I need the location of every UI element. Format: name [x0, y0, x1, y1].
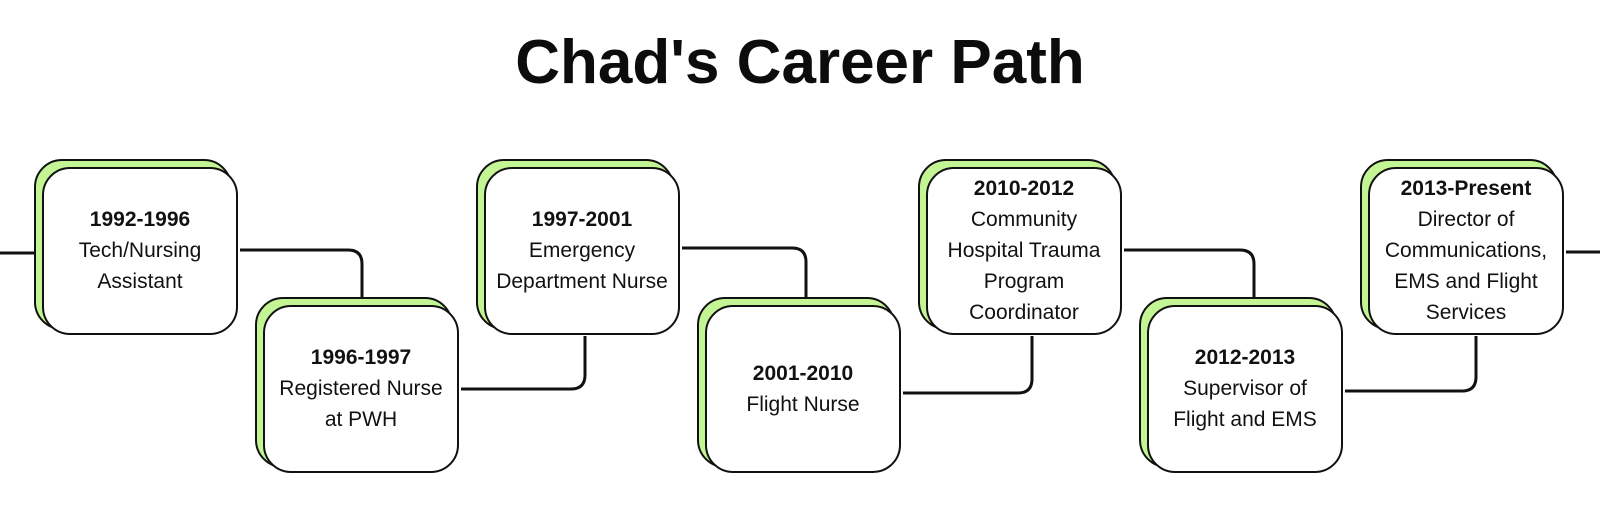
- milestone-card: [1147, 305, 1343, 473]
- milestone-role: Director of Communications, EMS and Flight Services: [1384, 208, 1548, 324]
- milestone-2001-2010: [697, 297, 899, 472]
- milestone-2012-2013: [1139, 297, 1341, 472]
- milestone-card: [705, 305, 901, 473]
- milestone-card: [926, 167, 1122, 335]
- milestone-years: 2012-2013: [1194, 346, 1296, 369]
- milestone-years: 1997-2001: [531, 208, 633, 231]
- milestone-role: Emergency Department Nurse: [496, 239, 668, 293]
- milestone-years: 2013-Present: [1400, 177, 1532, 200]
- milestone-role: Supervisor of Flight and EMS: [1173, 377, 1317, 431]
- connector-3-4: [682, 248, 806, 297]
- milestone-card: [1368, 167, 1564, 335]
- milestone-role: Community Hospital Trauma Program Coordinator: [947, 208, 1101, 324]
- milestone-1992-1996: [34, 159, 236, 334]
- connector-4-5: [903, 336, 1032, 393]
- milestone-2013-present: [1360, 159, 1562, 334]
- milestone-card: [484, 167, 680, 335]
- milestone-role: Flight Nurse: [746, 392, 860, 416]
- milestone-1996-1997: [255, 297, 457, 472]
- milestone-years: 1992-1996: [89, 208, 191, 231]
- connector-6-7: [1345, 336, 1476, 391]
- milestone-2010-2012: [918, 159, 1120, 334]
- connector-5-6: [1124, 250, 1254, 297]
- milestone-card: [42, 167, 238, 335]
- milestone-role: Registered Nurse at PWH: [279, 377, 443, 431]
- milestone-years: 1996-1997: [310, 346, 412, 369]
- connector-2-3: [461, 336, 585, 389]
- connector-1-2: [240, 250, 362, 297]
- milestone-role: Tech/Nursing Assistant: [78, 239, 202, 293]
- diagram-title: Chad's Career Path: [515, 28, 1085, 97]
- milestone-years: 2010-2012: [973, 177, 1075, 200]
- milestone-years: 2001-2010: [752, 361, 854, 385]
- milestone-card: [263, 305, 459, 473]
- milestone-1997-2001: [476, 159, 678, 334]
